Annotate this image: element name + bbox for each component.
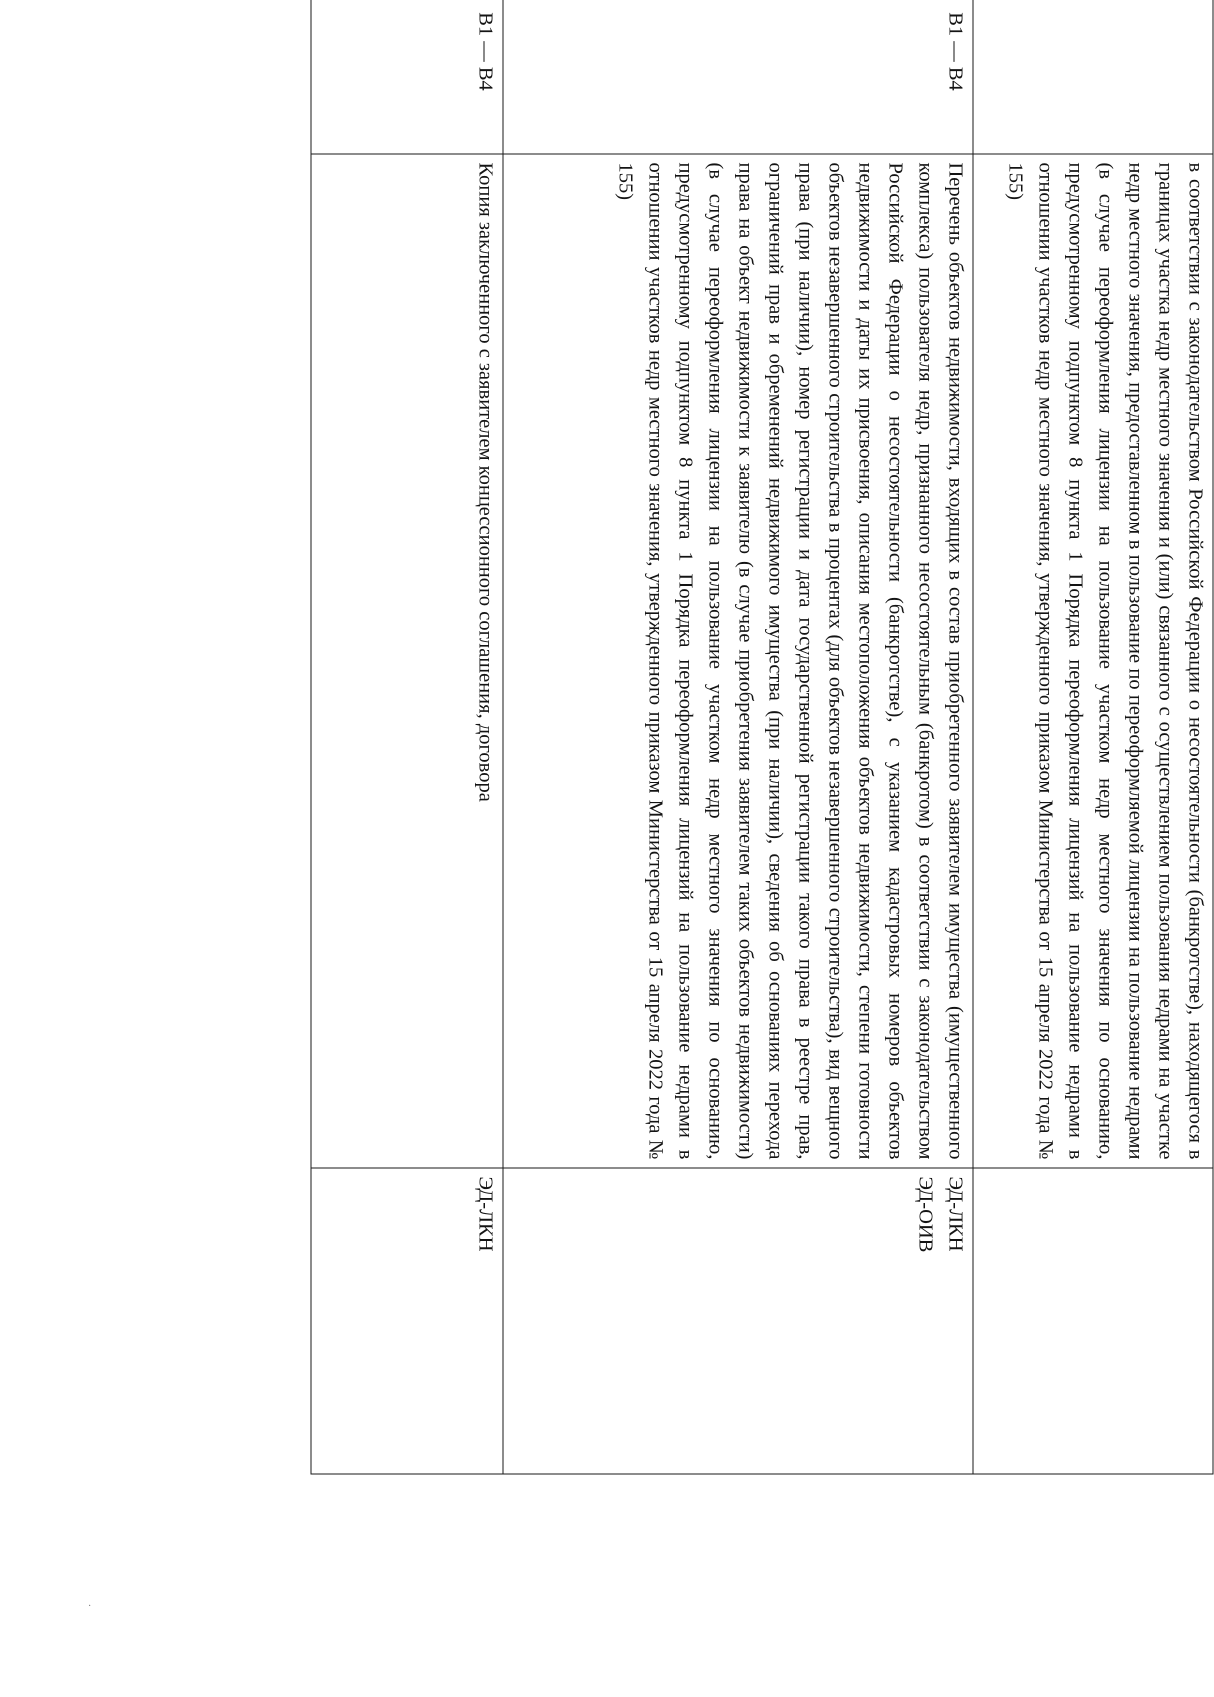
document-description-cell: Перечень объектов недвижимости, входящих в состав приобретенного заявителем имущества (имущественного комплекса) пользователя недр, признанного несостоятельным (банкротом) в соответствии с законодательством Российской Федерации о несостоятельности (банкротстве), с указанием кадастровых номеров объектов недвижимости и даты их присвоения, описания местоположения объектов недвижимости, степени готовности объектов незавершенного строительства в процентах (для объектов незавершенного строительства), вид вещного права (при наличии), номер регистрации и дата государственной регистрации такого права в реестре прав, ограничений прав и обременений недвижимого имущества (при наличии), сведения об основаниях перехода права на объект недвижимости к заявителю (в случае приобретения заявителем таких объектов недвижимости) (в случае переоформления лицензии на пользование участком недр местного значения по основанию, предусмотренному подпунктом 8 пункта 1 Порядка переоформления лицензий на пользование недрами в отношении участков недр местного значения, утвержденного приказом Министерства от 15 апреля 2022 года № 155) (503, 154, 973, 1168)
document-form-code: ЭД-ЛКН (944, 1176, 967, 1252)
applicant-category-code: В1 — В4 (944, 12, 967, 91)
rotated-table-frame (312, 0, 1214, 1474)
document-form-code: ЭД-ЛКН (474, 1176, 497, 1252)
applicant-category-cell (503, 0, 973, 154)
document-form-cell (311, 1168, 503, 1474)
scan-speck: · (88, 1601, 92, 1612)
document-form-code: ЭД-ОИВ (914, 1176, 937, 1253)
table-row (503, 0, 973, 1474)
applicant-category-code: В1 — В4 (474, 12, 497, 91)
applicant-category-cell (973, 0, 1213, 154)
document-description-cell: Копия заключенного с заявителем концессионного соглашения, договора (311, 154, 503, 1168)
table-row (973, 0, 1213, 1474)
document-form-cell (503, 1168, 973, 1474)
applicant-category-cell (311, 0, 503, 154)
document-description-cell: в соответствии с законодательством Российской Федерации о несостоятельности (банкротстве), находящегося в границах участка недр местного значения и (или) связанного с осуществлением пользования недрами на участке недр местного значения, предоставленном в пользование по переоформляемой лицензии на пользование недрами (в случае переоформления лицензии на пользование участком недр местного значения по основанию, предусмотренному подпунктом 8 пункта 1 Порядка переоформления лицензий на пользование недрами в отношении участков недр местного значения, утвержденного приказом Министерства от 15 апреля 2022 года № 155) (973, 154, 1213, 1168)
requirements-table (311, 0, 1214, 1475)
table-row (311, 0, 503, 1474)
document-form-cell (973, 1168, 1213, 1474)
